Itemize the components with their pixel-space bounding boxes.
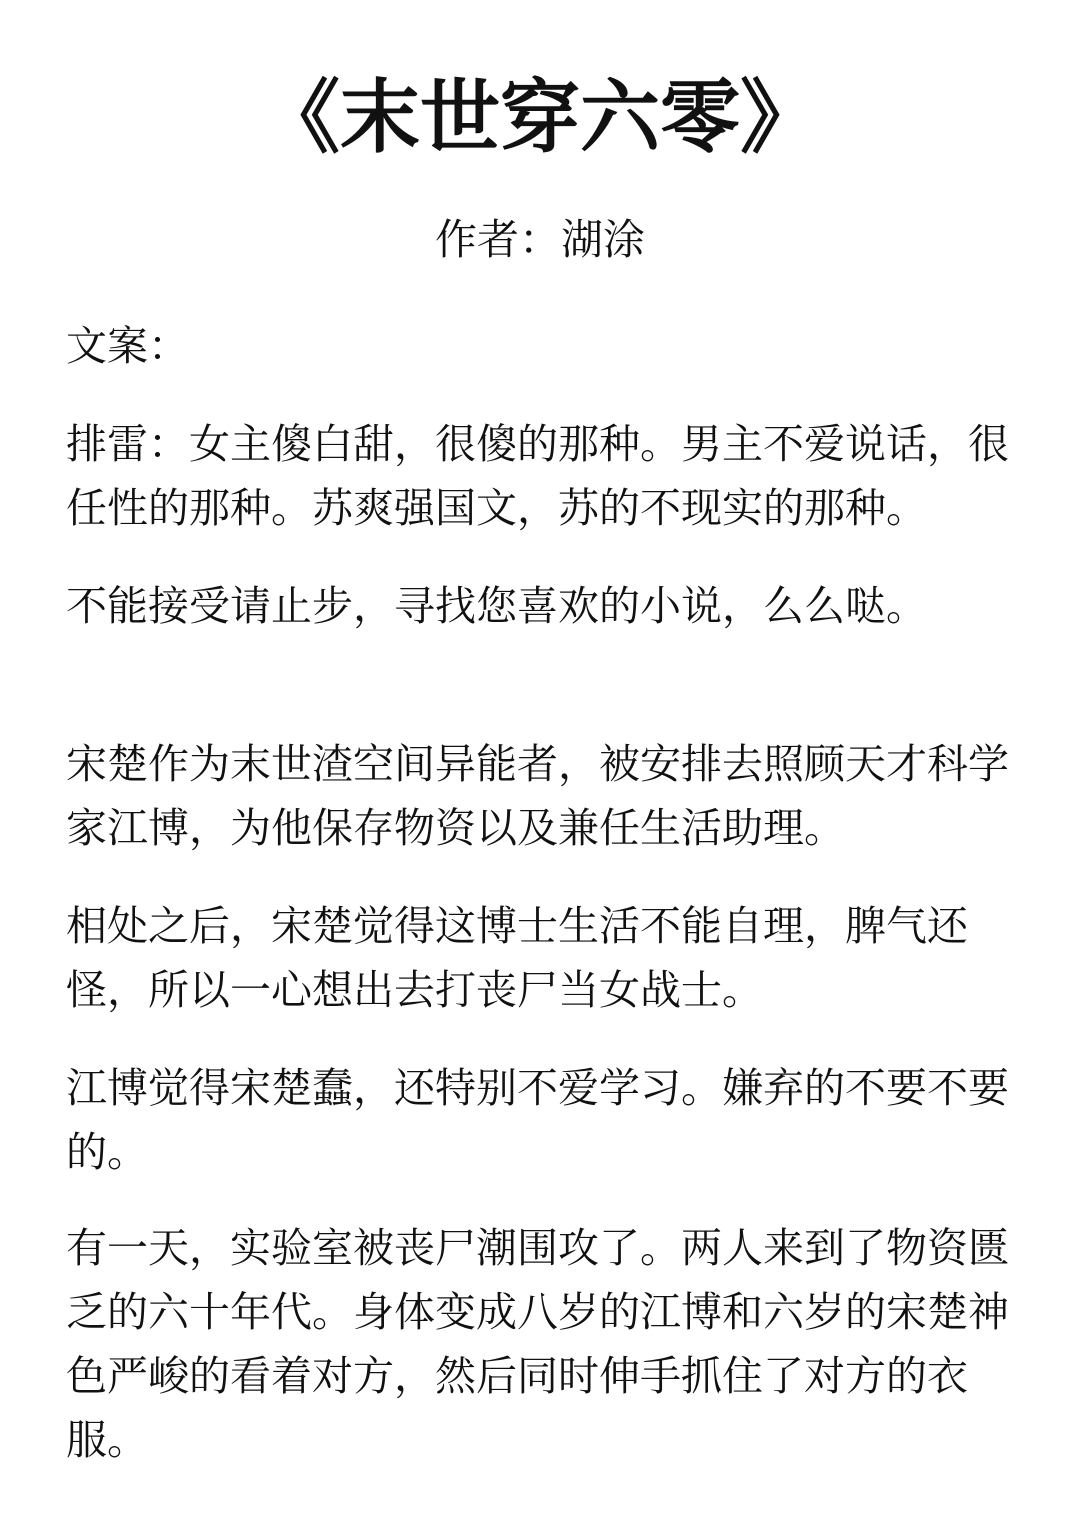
paragraph-opinion: 江博觉得宋楚蠢，还特别不爱学习。嫌弃的不要不要的。 bbox=[66, 1064, 1009, 1176]
paragraph-intro: 宋楚作为末世渣空间异能者，被安排去照顾天才科学家江博，为他保存物资以及兼任生活助理。 bbox=[66, 740, 1009, 852]
paragraph-event: 有一天，实验室被丧尸潮围攻了。两人来到了物资匮乏的六十年代。身体变成八岁的江博和六岁的宋楚神色严峻的看着对方，然后同时伸手抓住了对方的衣服。 bbox=[66, 1224, 1009, 1464]
book-title: 《末世穿六零》 bbox=[260, 71, 820, 164]
synopsis-label: 文案： bbox=[66, 322, 189, 370]
paragraph-relationship: 相处之后，宋楚觉得这博士生活不能自理，脾气还怪，所以一心想出去打丧尸当女战士。 bbox=[66, 902, 968, 1014]
paragraph-warning: 排雷：女主傻白甜，很傻的那种。男主不爱说话，很任性的那种。苏爽强国文，苏的不现实的那种。 bbox=[66, 420, 1009, 532]
author-line: 作者：湖涂 bbox=[434, 215, 645, 264]
paragraph-notice: 不能接受请止步，寻找您喜欢的小说，么么哒。 bbox=[66, 582, 927, 630]
